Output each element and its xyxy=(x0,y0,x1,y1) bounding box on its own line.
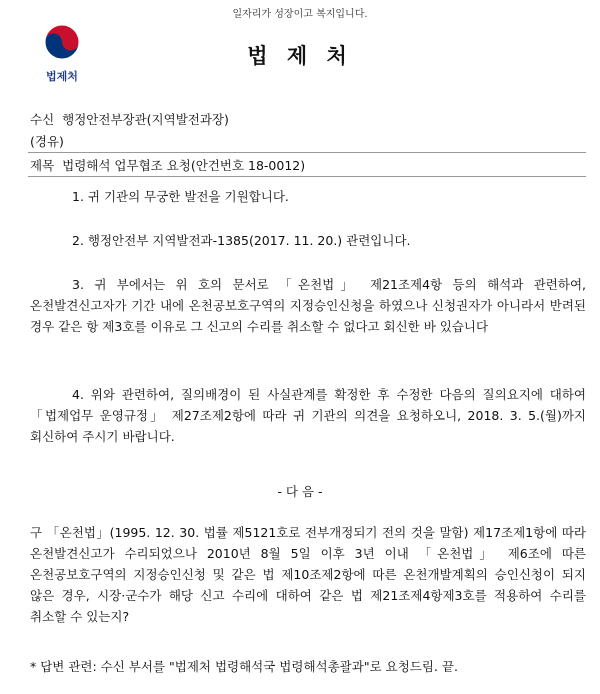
slogan: 일자리가 성장이고 복지입니다. xyxy=(232,9,368,20)
next-heading: - 다 음 - xyxy=(277,484,323,499)
recipient-label: 수신 xyxy=(30,112,55,127)
paragraph-1: 1. 귀 기관의 무궁한 발전을 기원합니다. xyxy=(72,189,289,204)
recipient-value: 행정안전부장관(지역발전과장) xyxy=(62,112,229,127)
subject-value: 법령해석 업무협조 요청(안건번호 18-0012) xyxy=(62,158,306,173)
via-line: (경유) xyxy=(30,134,64,149)
paragraph-2: 2. 행정안전부 지역발전과-1385(2017. 11. 20.) 관련입니다. xyxy=(72,233,411,248)
logo-caption: 법제처 xyxy=(46,70,78,83)
reply-note: * 답변 관련: 수신 부서를 "법제처 법령해석국 법령해석총괄과"로 요청드림. 끝. xyxy=(30,659,458,674)
subject-line xyxy=(30,156,586,174)
paragraph-3: 3. 귀 부에서는 위 호의 문서로 「온천법」 제21조제4항 등의 해석과 관련하여, 온천발견신고자가 기간 내에 온천공보호구역의 지정승인신청을 하였으나 신청권자가 아니라서 반려된 경우 같은 항 제3호를 이유로 그 신고의 수리를 취소할 수 없다고 회신한 바 있습니다 xyxy=(30,277,586,334)
header-divider xyxy=(28,152,586,153)
recipient-line xyxy=(30,110,586,128)
paragraph-4: 4. 위와 관련하여, 질의배경이 된 사실관계를 확정한 후 수정한 다음의 질의요지에 대하여 「법제업무 운영규정」 제27조제2항에 따라 귀 기관의 의견을 요청하오니, 2018. 3. 5.(월)까지 회신하여 주시기 바랍니다. xyxy=(30,387,586,444)
subject-label: 제목 xyxy=(30,158,55,173)
organization-title: 법 제 처 xyxy=(247,44,353,68)
subject-divider xyxy=(28,176,586,177)
question-summary: 구 「온천법」(1995. 12. 30. 법률 제5121호로 전부개정되기 전의 것을 말함) 제17조제1항에 따라 온천발견신고가 수리되었으나 2010년 8월 5일 이후 3년 이내 「온천법」 제6조에 따른 온천공보호구역의 지정승인신청 및 같은 법 제10조제2항에 따른 온천개발계획의 승인신청이 되지 않은 경우, 시장·군수가 해당 신고 수리에 대하여 같은 법 제21조제4항제3호를 적용하여 수리를 취소할 수 있는지? xyxy=(30,525,586,624)
